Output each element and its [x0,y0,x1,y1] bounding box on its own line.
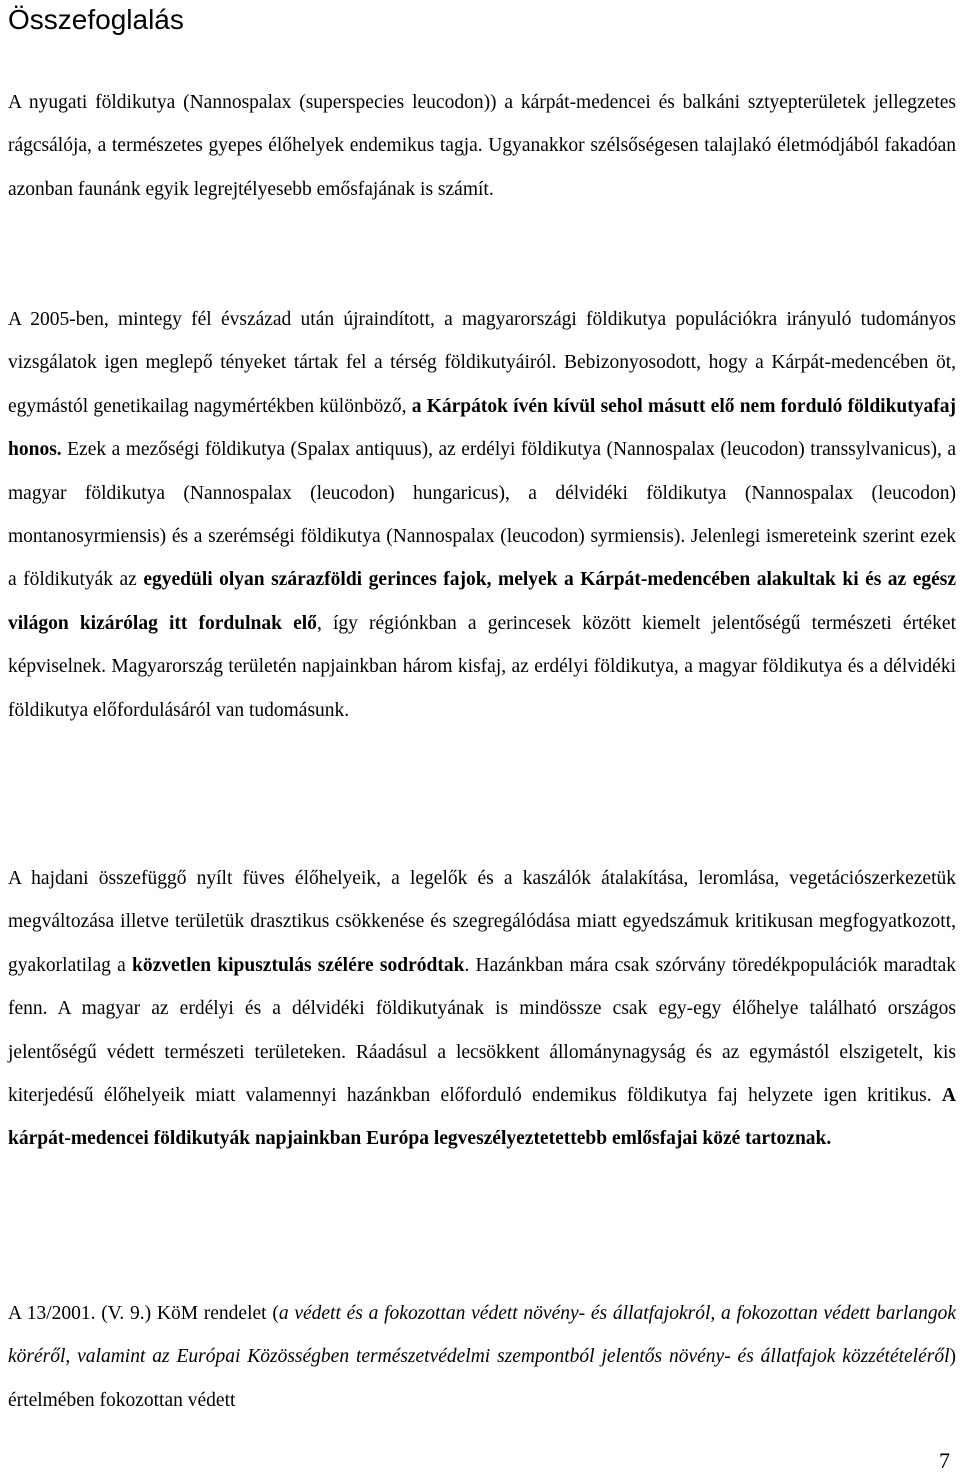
paragraph-threats-bold-extinction: közvetlen kipusztulás szélére sodródtak [131,954,465,976]
paragraph-research-bold-unique: egyedüli olyan szárazföldi gerinces fajok, melyek a Kárpát-medencében alakultak ki és az egész világon kizárólag itt fordulnak elő [8,569,956,634]
paragraph-threats-bold-endangered: A kárpát-medencei földikutyák napjainkban Európa legveszélyeztetettebb emlősfajai közé tartoznak. [8,1085,956,1150]
paragraph-regulation-italic-title: a védett és a fokozottan védett növény- és állatfajokról, a fokozottan védett barlangok köréről, valamint az Európai Közösségben természetvédelmi szempontból jelentős növény- és állatfajok közzétételéről [8,1303,956,1368]
paragraph-threats-middle: . Hazánkban mára csak szórvány töredékpopulációk maradtak fenn. A magyar az erdélyi és a délvidéki földikutyának is mindössze csak egy-egy élőhelye található országos jelentőségű védett természeti területeken. Ráadásul a lecsökkent állománynagyság és az egymástól elszigetelt, kis kiterjedésű élőhelyeik miatt valamennyi hazánkban előforduló endemikus földikutya faj helyzete igen kritikus. [8,954,956,1107]
paragraph-research [8,298,956,732]
paragraph-threats [8,857,956,1161]
paragraph-regulation [8,1292,956,1422]
paragraph-threats-intro: A hajdani összefüggő nyílt füves élőhelyeik, a legelők és a kaszálók átalakítása, leromlása, vegetációszerkezetük megváltozása illetve területük drasztikus csökkenése és szegregálódása miatt egyedszámuk kritikusan megfogyatkozott, gyakorlatilag a [8,868,956,976]
page-number: 7 [939,1448,950,1473]
paragraph-regulation-intro: A 13/2001. (V. 9.) KöM rendelet ( [8,1303,279,1324]
paragraph-research-species: Ezek a mezőségi földikutya (Spalax antiquus), az erdélyi földikutya (Nannospalax (leucodon) transsylvanicus), a magyar földikutya (Nannospalax (leucodon) hungaricus), a délvidéki földikutya (Nannospalax (leucodon) montanosyrmiensis) és a szerémségi földikutya (Nannospalax (leucodon) syrmiensis). Jelenlegi ismereteink szerint ezek a földikutyák az [8,439,956,591]
paragraph-regulation-end: ) értelmében fokozottan védett [8,1346,956,1411]
paragraph-research-intro: A 2005-ben, mintegy fél évszázad után újraindított, a magyarországi földikutya populációkra irányuló tudományos vizsgálatok igen meglepő tényeket tártak fel a térség földikutyáiról. Bebizonyosodott, hogy a Kárpát-medencében öt, egymástól genetikailag nagymértékben különböző, [8,309,956,417]
paragraph-research-bold-endemic: a Kárpátok ívén kívül sehol másutt elő nem forduló földikutyafaj honos. [8,395,957,461]
document-page [8,0,957,1411]
paragraph-intro: A nyugati földikutya (Nannospalax (superspecies leucodon)) a kárpát-medencei és balkáni sztyepterületek jellegzetes rágcsálója, a természetes gyepes élőhelyek endemikus tagja. Ugyanakkor szélsőségesen talajlakó életmódjából fakadóan azonban faunánk egyik legrejtélyesebb emősfajának is számít. [8,92,956,200]
section-title: Összefoglalás [8,4,184,35]
paragraph-research-end: , így régiónkban a gerincesek között kiemelt jelentőségű természeti értéket képviselnek. Magyarország területén napjainkban három kisfaj, az erdélyi földikutya, a magyar földikutya és a délvidéki földikutya előfordulásáról van tudomásunk. [8,612,956,721]
